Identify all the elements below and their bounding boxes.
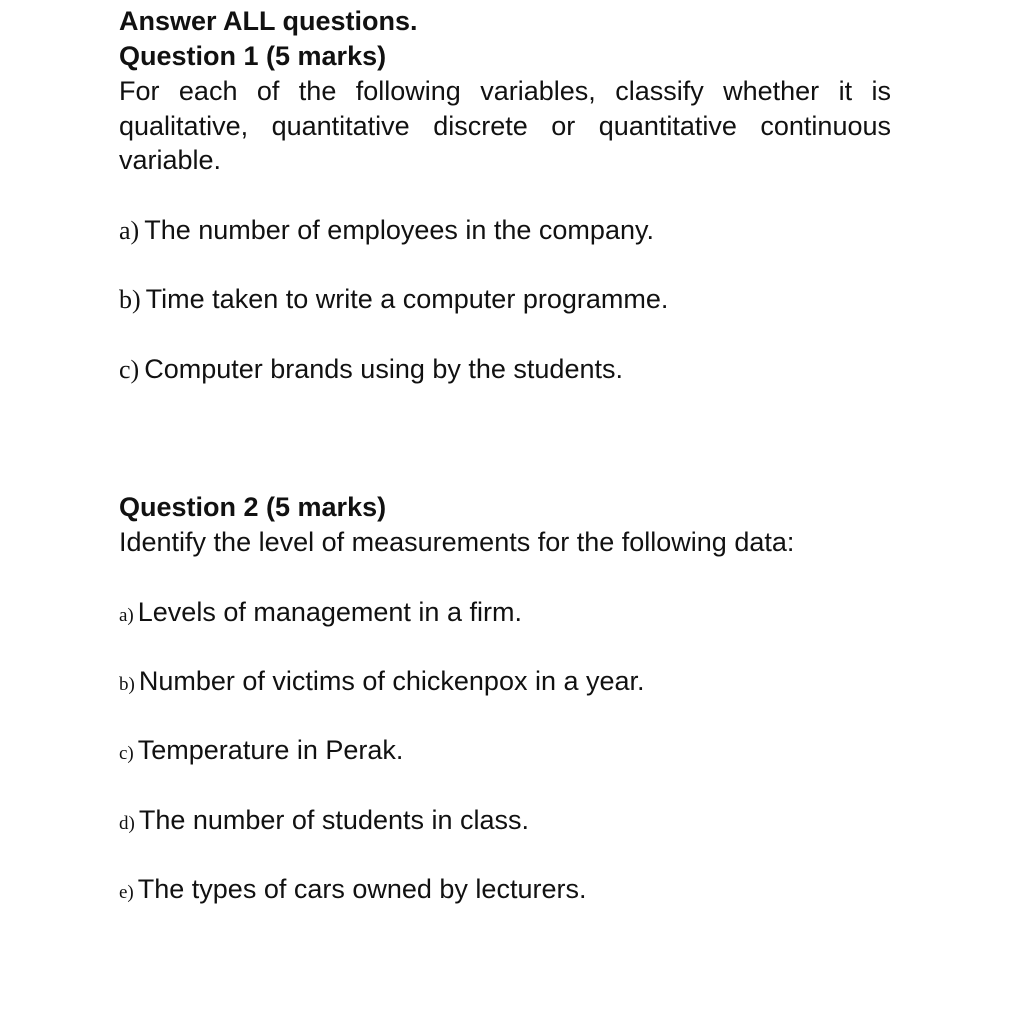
question-1-prompt: For each of the following variables, classify whether it is qualitative, quantitative discrete or quantitative continuous variable. — [119, 76, 891, 175]
item-text: The types of cars owned by lecturers. — [137, 874, 587, 904]
question-1-title: Question 1 (5 marks) — [119, 41, 387, 71]
item-label: e) — [119, 882, 134, 903]
item-label: c) — [119, 355, 140, 384]
item-text: Number of victims of chickenpox in a year. — [138, 666, 645, 696]
item-text: Time taken to write a computer programme. — [145, 284, 669, 314]
instruction-heading: Answer ALL questions. — [119, 6, 418, 36]
question-2-title: Question 2 (5 marks) — [119, 492, 387, 522]
question-1-item-b — [119, 282, 668, 317]
item-label: a) — [119, 216, 140, 245]
item-label: b) — [119, 674, 135, 695]
item-text: The number of students in class. — [138, 805, 530, 835]
item-label: b) — [119, 285, 141, 314]
item-text: The number of employees in the company. — [144, 215, 654, 245]
item-text: Computer brands using by the students. — [144, 354, 623, 384]
item-label: d) — [119, 813, 135, 834]
question-sheet — [119, 0, 893, 1024]
item-text: Temperature in Perak. — [137, 735, 404, 765]
question-2-item-c — [119, 733, 403, 771]
question-2-item-e — [119, 872, 586, 910]
question-2-item-a — [119, 595, 522, 633]
item-label: c) — [119, 743, 134, 764]
item-label: a) — [119, 605, 134, 626]
question-1-item-c — [119, 352, 623, 387]
question-2-item-d — [119, 803, 529, 841]
question-1-item-a — [119, 213, 654, 248]
item-text: Levels of management in a firm. — [137, 597, 522, 627]
question-2-item-b — [119, 664, 645, 702]
question-2-prompt: Identify the level of measurements for the following data: — [119, 527, 795, 557]
